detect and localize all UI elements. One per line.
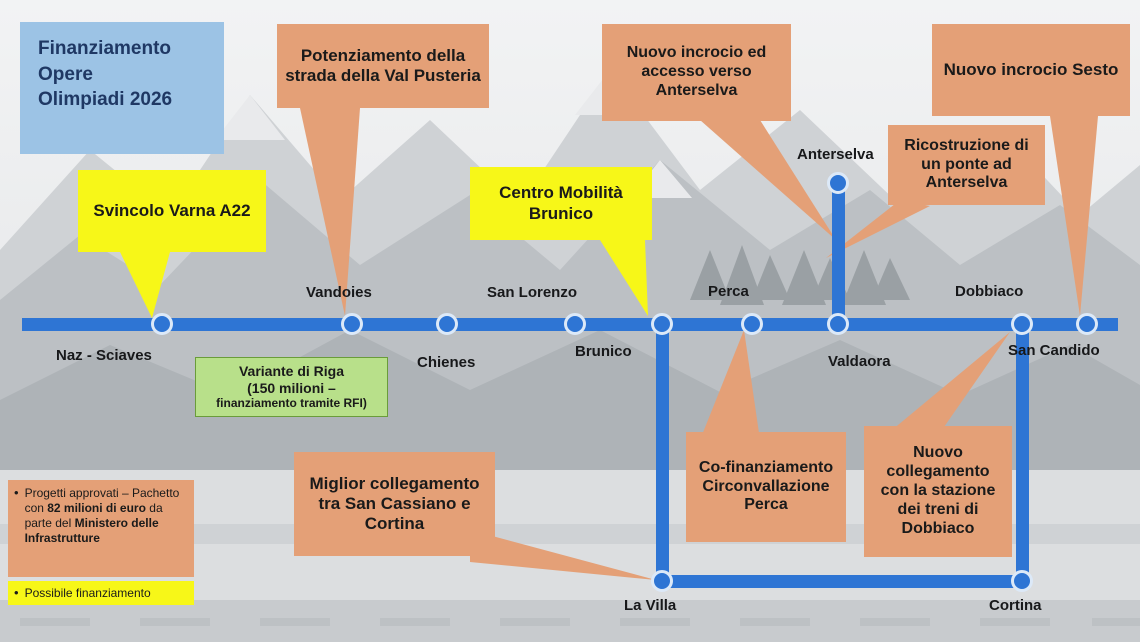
station-label-valdaora: Valdaora (828, 353, 891, 370)
callout-svincolo-varna-a22[interactable]: Svincolo Varna A22 (78, 170, 266, 252)
callout-centro-mobilita-brunico[interactable]: Centro Mobilità Brunico (470, 167, 652, 240)
station-dot-dobbiaco[interactable] (1011, 313, 1033, 335)
station-dot-san-lorenzo[interactable] (564, 313, 586, 335)
station-dot-valdaora[interactable] (827, 313, 849, 335)
station-dot-brunico[interactable] (651, 313, 673, 335)
rail-branch-brunico-lavilla (656, 324, 669, 582)
title-line-2: Opere (38, 63, 93, 85)
station-label-san-lorenzo: San Lorenzo (487, 284, 578, 301)
title-box (20, 22, 224, 154)
callout-ricostruzione-ponte-anterselva[interactable]: Ricostruzione di un ponte ad Anterselva (888, 125, 1045, 205)
station-label-brunico: Brunico (575, 343, 632, 360)
legend-item-possibile-finanziamento (8, 581, 194, 605)
legend-text-possibile-finanziamento: Possibile finanziamento (24, 585, 151, 600)
legend-text-progetti-approvati (25, 486, 186, 546)
rail-branch-dobbiaco-cortina (1016, 324, 1029, 582)
station-dot-anterselva[interactable] (827, 172, 849, 194)
station-dot-san-candido[interactable] (1076, 313, 1098, 335)
station-label-chienes: Chienes (417, 354, 476, 371)
callout-nuovo-incrocio-anterselva[interactable]: Nuovo incrocio ed accesso verso Anterselva (602, 24, 791, 121)
legend-bullet-icon: • (14, 485, 19, 500)
legend-bullet-icon-2: • (14, 584, 19, 600)
title-line-3: Olimpiadi 2026 (38, 89, 173, 111)
station-label-anterselva: Anterselva (797, 146, 874, 163)
station-dot-cortina[interactable] (1011, 570, 1033, 592)
legend-item-progetti-approvati (8, 480, 194, 577)
station-dot-chienes[interactable] (436, 313, 458, 335)
station-dot-vandoies[interactable] (341, 313, 363, 335)
legend-approved-part-1: Progetti approvati – Pachetto con (24, 486, 180, 515)
rail-branch-anterselva (832, 182, 845, 324)
callout-cofinanziamento-circonvallazione-perca[interactable]: Co-finanziamento Circonvallazione Perca (686, 432, 846, 542)
station-dot-varna[interactable] (151, 313, 173, 335)
variante-di-riga-line-3: finanziamento tramite RFI) (216, 396, 367, 411)
rail-bottom-lavilla-cortina (656, 575, 1029, 588)
variante-di-riga-line-1: Variante di Riga (238, 363, 345, 380)
callout-miglior-collegamento-san-cassiano-cortina[interactable]: Miglior collegamento tra San Cassiano e Cortina (294, 452, 495, 556)
station-label-vandoies: Vandoies (306, 284, 372, 301)
station-label-la-villa: La Villa (624, 597, 677, 614)
callout-variante-di-riga[interactable] (195, 357, 388, 417)
station-dot-la-villa[interactable] (651, 570, 673, 592)
station-dot-perca[interactable] (741, 313, 763, 335)
legend-approved-bold-2: Ministero delle Infrastrutture (24, 516, 159, 545)
station-label-cortina: Cortina (989, 597, 1042, 614)
callout-nuovo-incrocio-sesto[interactable]: Nuovo incrocio Sesto (932, 24, 1130, 116)
station-label-perca: Perca (708, 283, 749, 300)
callout-nuovo-collegamento-stazione-dobbiaco[interactable]: Nuovo collegamento con la stazione dei treni di Dobbiaco (864, 426, 1012, 557)
callout-potenziamento-val-pusteria[interactable]: Potenziamento della strada della Val Pusteria (277, 24, 489, 108)
legend-approved-part-2: da parte del (24, 501, 163, 530)
station-label-naz-sciaves: Naz - Sciaves (56, 347, 152, 364)
variante-di-riga-line-2: (150 milioni – (247, 379, 336, 396)
station-label-san-candido: San Candido (1008, 342, 1100, 359)
station-label-dobbiaco: Dobbiaco (955, 283, 1024, 300)
title-line-1: Finanziamento (38, 38, 172, 59)
legend-approved-bold-1: 82 milioni di euro (47, 501, 146, 515)
